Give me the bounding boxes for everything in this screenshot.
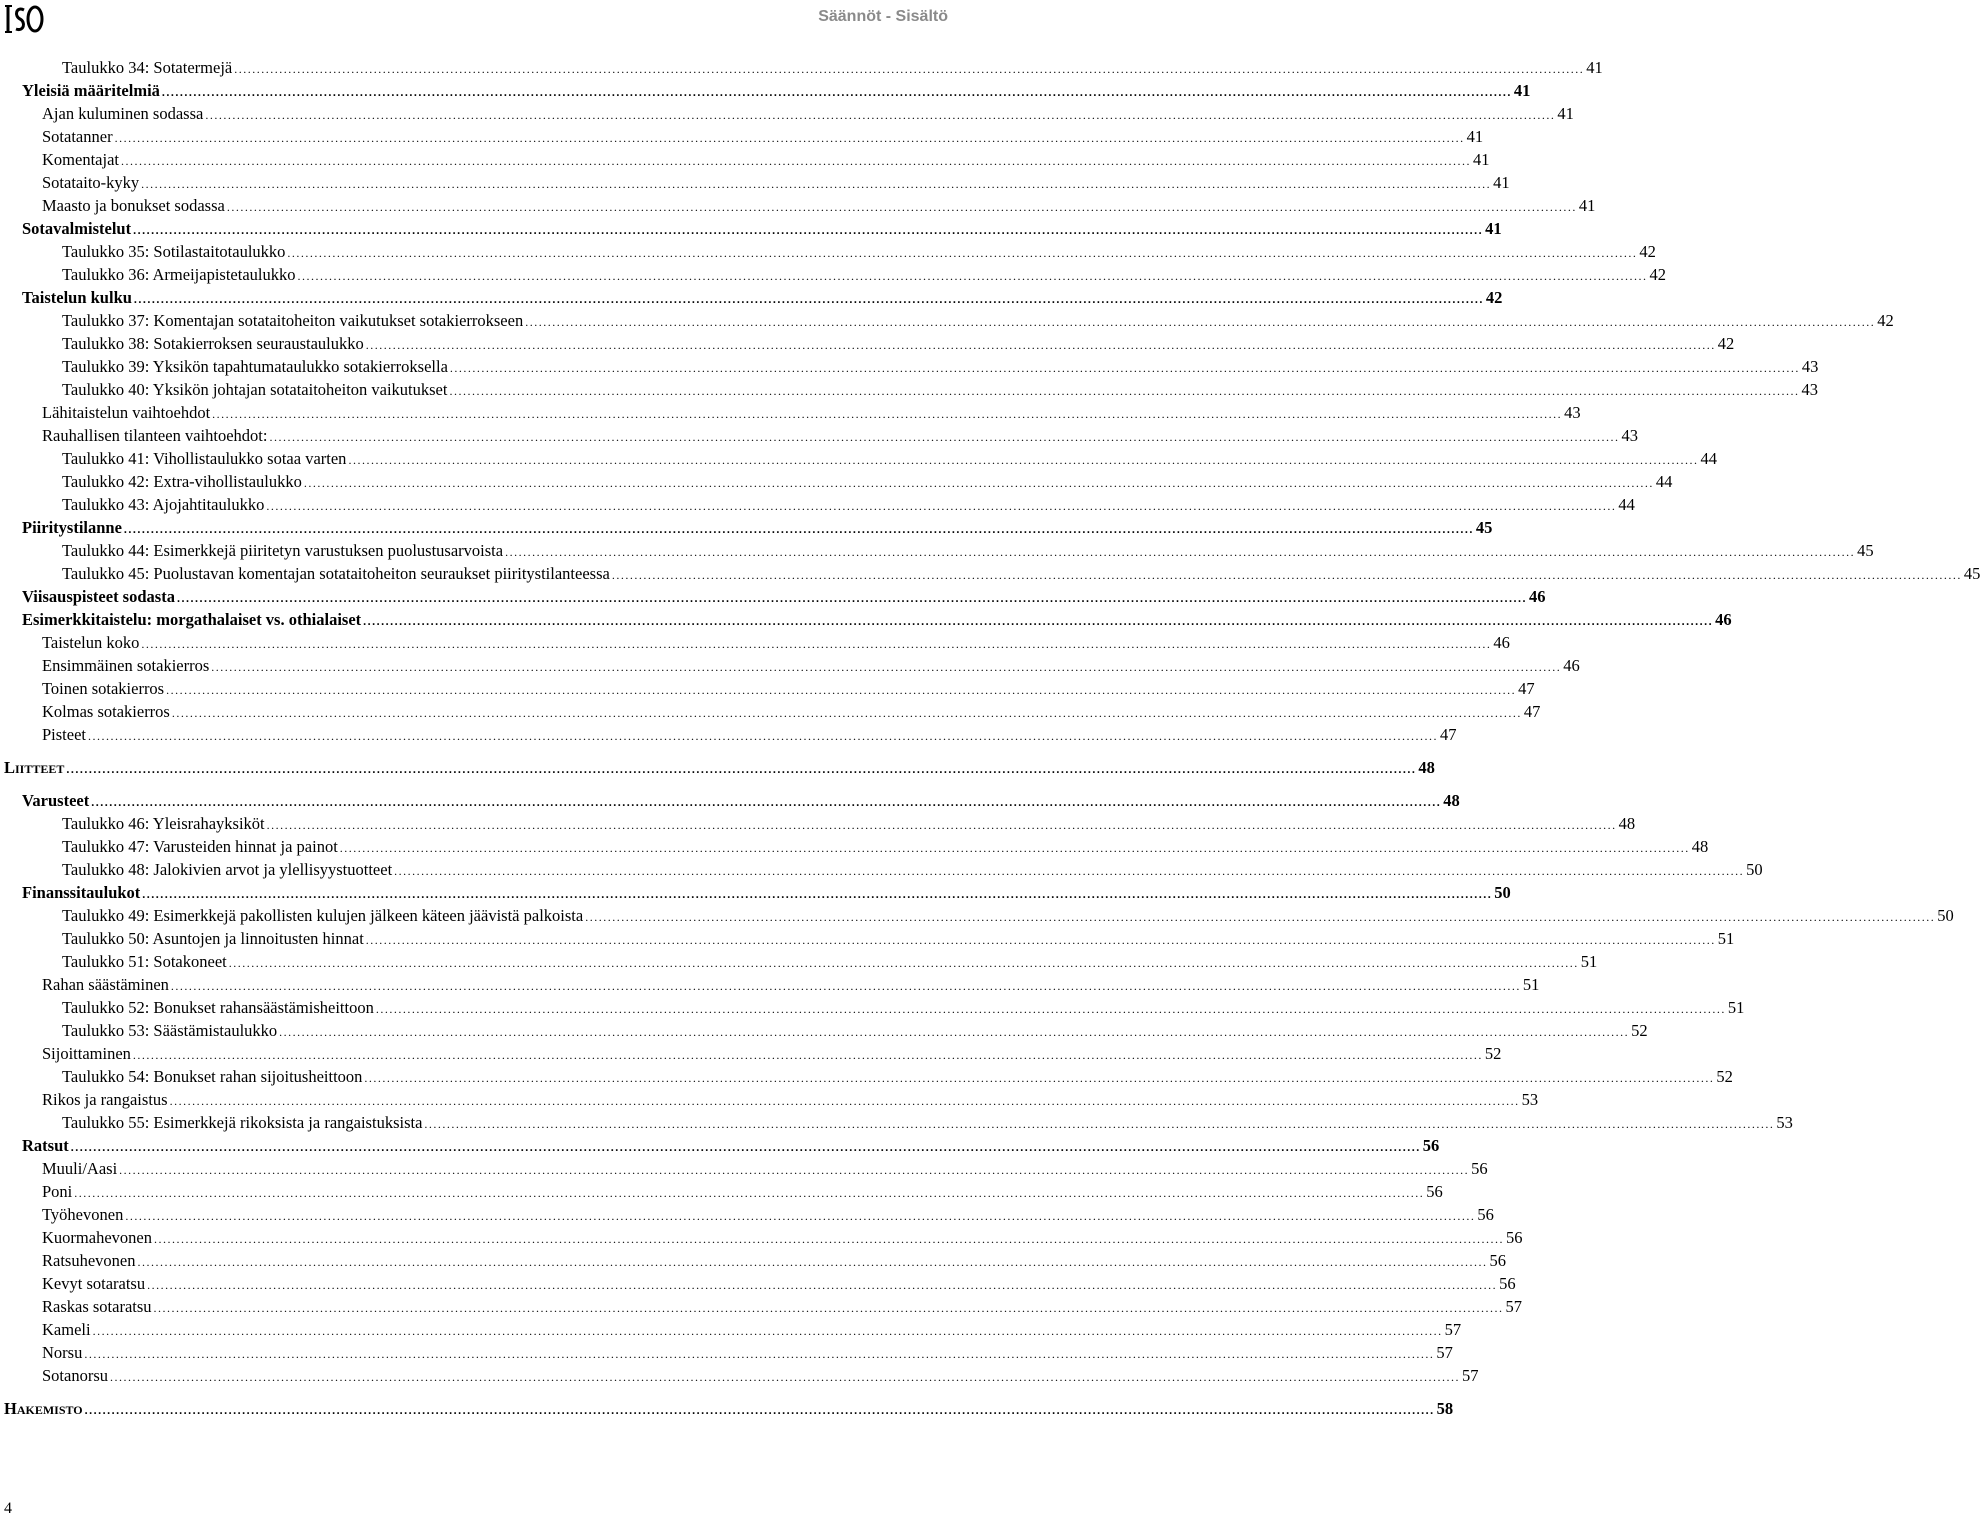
toc-entry-page: 50 (1937, 906, 1954, 925)
toc-entry-title: Taulukko 41: Vihollistaulukko sotaa varten (62, 449, 347, 468)
toc-leader-dots: ............................................................................................................................................................................................................................................................................................................ (123, 522, 1474, 536)
toc-entry-title: Hakemisto (4, 1399, 83, 1418)
toc-entry-page: 45 (1857, 541, 1874, 560)
toc-entry-title: Taulukko 36: Armeijapistetaulukko (62, 265, 296, 284)
toc-entry[interactable] (62, 355, 1819, 378)
toc-entry-title: Taulukko 49: Esimerkkejä pakollisten kulujen jälkeen käteen jäävistä palkoista (62, 906, 584, 925)
toc-entry-page: 52 (1484, 1044, 1502, 1063)
toc-entry-title: Kameli (42, 1320, 91, 1339)
toc-leader-dots: ............................................................................................................................................................................................................................................................................................................ (132, 1048, 1483, 1062)
toc-entry-title: Ensimmäinen sotakierros (42, 656, 210, 675)
toc-leader-dots: ............................................................................................................................................................................................................................................................................................................ (110, 1370, 1460, 1384)
toc-entry-page: 57 (1462, 1366, 1479, 1385)
toc-leader-dots: ............................................................................................................................................................................................................................................................................................................ (166, 683, 1517, 697)
toc-entry[interactable] (62, 950, 1598, 973)
toc-entry-page: 56 (1499, 1274, 1516, 1293)
toc-leader-dots: ............................................................................................................................................................................................................................................................................................................ (226, 200, 1577, 214)
toc-entry-title: Viisauspisteet sodasta (22, 587, 175, 606)
toc-entry[interactable] (62, 378, 1818, 401)
toc-entry-page: 44 (1618, 495, 1635, 514)
toc-entry[interactable] (62, 539, 1874, 562)
toc-entry[interactable] (62, 56, 1603, 79)
toc-leader-dots: ............................................................................................................................................................................................................................................................................................................ (133, 292, 1484, 306)
toc-entry-page: 43 (1801, 357, 1819, 376)
toc-entry[interactable] (62, 1111, 1793, 1134)
toc-entry[interactable] (62, 1019, 1648, 1042)
toc-entry-title: Raskas sotaratsu (42, 1297, 152, 1316)
toc-entry-page: 56 (1489, 1251, 1506, 1270)
toc-entry-title: Sijoittaminen (42, 1044, 131, 1063)
toc-entry-page: 41 (1466, 127, 1484, 146)
toc-entry-page: 45 (1963, 564, 1980, 583)
toc-leader-dots: ............................................................................................................................................................................................................................................................................................................ (70, 1140, 1421, 1154)
toc-leader-dots: ............................................................................................................................................................................................................................................................................................................ (212, 407, 1563, 421)
toc-entry-title: Komentajat (42, 150, 119, 169)
toc-entry-page: 42 (1717, 334, 1735, 353)
toc-leader-dots: ............................................................................................................................................................................................................................................................................................................ (266, 499, 1617, 513)
toc-entry-page: 44 (1700, 449, 1717, 468)
toc-leader-dots: ............................................................................................................................................................................................................................................................................................................ (269, 430, 1620, 444)
toc-entry[interactable] (22, 516, 1493, 539)
toc-entry-title: Lähitaistelun vaihtoehdot (42, 403, 211, 422)
toc-entry-title: Taulukko 34: Sotatermejä (62, 58, 233, 77)
toc-entry[interactable] (62, 858, 1763, 881)
toc-entry[interactable] (22, 79, 1531, 102)
toc-entry-title: Ajan kuluminen sodassa (42, 104, 204, 123)
toc-entry-page: 56 (1505, 1228, 1523, 1247)
toc-entry-title: Maasto ja bonukset sodassa (42, 196, 225, 215)
toc-leader-dots: ............................................................................................................................................................................................................................................................................................................ (88, 729, 1438, 743)
toc-entry-page: 52 (1631, 1021, 1648, 1040)
toc-entry-page: 52 (1716, 1067, 1733, 1086)
toc-leader-dots: ............................................................................................................................................................................................................................................................................................................ (234, 62, 1585, 76)
toc-leader-dots: ............................................................................................................................................................................................................................................................................................................ (303, 476, 1654, 490)
toc-entry-title: Taulukko 40: Yksikön johtajan sotataitoheiton vaikutukset (62, 380, 448, 399)
toc-entry-page: 41 (1578, 196, 1596, 215)
toc-entry-title: Ratsut (22, 1136, 69, 1155)
toc-entry[interactable] (42, 1249, 1506, 1272)
toc-entry-title: Sotataito-kyky (42, 173, 140, 192)
toc-entry[interactable] (42, 194, 1596, 217)
toc-leader-dots: ............................................................................................................................................................................................................................................................................................................ (365, 338, 1716, 352)
toc-leader-dots: ............................................................................................................................................................................................................................................................................................................ (120, 154, 1471, 168)
toc-entry-title: Kuormahevonen (42, 1228, 152, 1247)
toc-entry[interactable] (42, 631, 1510, 654)
toc-leader-dots: ............................................................................................................................................................................................................................................................................................................ (505, 545, 1856, 559)
toc-entry-page: 51 (1717, 929, 1735, 948)
toc-entry[interactable] (42, 1341, 1453, 1364)
toc-leader-dots: ............................................................................................................................................................................................................................................................................................................ (92, 1324, 1443, 1338)
toc-entry-title: Sotavalmistelut (22, 219, 132, 238)
toc-leader-dots: ............................................................................................................................................................................................................................................................................................................ (170, 979, 1521, 993)
toc-entry[interactable] (42, 654, 1580, 677)
toc-entry-page: 48 (1691, 837, 1709, 856)
toc-leader-dots: ............................................................................................................................................................................................................................................................................................................ (66, 762, 1417, 776)
toc-entry[interactable] (4, 756, 1435, 779)
toc-entry-title: Rahan säästäminen (42, 975, 169, 994)
toc-entry[interactable] (42, 1318, 1462, 1341)
toc-entry[interactable] (42, 1364, 1479, 1387)
toc-leader-dots: ............................................................................................................................................................................................................................................................................................................ (84, 1403, 1435, 1417)
toc-entry-title: Taulukko 39: Yksikön tapahtumataulukko sotakierroksella (62, 357, 448, 376)
toc-entry[interactable] (42, 1295, 1523, 1318)
toc-leader-dots: ............................................................................................................................................................................................................................................................................................................ (394, 864, 1745, 878)
toc-entry-page: 46 (1563, 656, 1580, 675)
toc-leader-dots: ............................................................................................................................................................................................................................................................................................................ (279, 1025, 1630, 1039)
toc-entry-page: 48 (1443, 791, 1460, 810)
toc-entry-title: Sotatanner (42, 127, 113, 146)
toc-entry-page: 57 (1505, 1297, 1523, 1316)
toc-entry-title: Muuli/Aasi (42, 1159, 118, 1178)
toc-entry[interactable] (42, 401, 1581, 424)
toc-entry-title: Finanssitaulukot (22, 883, 141, 902)
toc-entry-page: 41 (1586, 58, 1603, 77)
toc-entry[interactable] (42, 1180, 1443, 1203)
toc-entry-title: Kevyt sotaratsu (42, 1274, 146, 1293)
header-title: Säännöt - Sisältö (818, 8, 948, 25)
toc-entry[interactable] (22, 608, 1732, 631)
toc-leader-dots: ............................................................................................................................................................................................................................................................................................................ (205, 108, 1556, 122)
toc-entry-title: Työhevonen (42, 1205, 124, 1224)
toc-entry[interactable] (62, 812, 1636, 835)
toc-entry-page: 42 (1877, 311, 1894, 330)
toc-entry-page: 42 (1649, 265, 1666, 284)
toc-entry[interactable] (42, 125, 1484, 148)
toc-entry-page: 51 (1522, 975, 1540, 994)
toc-entry[interactable] (22, 789, 1460, 812)
toc-entry-title: Taulukko 47: Varusteiden hinnat ja painot (62, 837, 338, 856)
toc-leader-dots: ............................................................................................................................................................................................................................................................................................................ (211, 660, 1562, 674)
toc-leader-dots: ............................................................................................................................................................................................................................................................................................................ (585, 910, 1936, 924)
toc-entry-page: 46 (1715, 610, 1732, 629)
toc-entry[interactable] (4, 1397, 1454, 1420)
toc-entry[interactable] (62, 996, 1745, 1019)
toc-entry-title: Varusteet (22, 791, 90, 810)
toc-entry[interactable] (62, 562, 1980, 585)
toc-leader-dots: ............................................................................................................................................................................................................................................................................................................ (74, 1186, 1425, 1200)
toc-entry-title: Taulukko 53: Säästämistaulukko (62, 1021, 278, 1040)
toc-entry-title: Norsu (42, 1343, 83, 1362)
toc-leader-dots: ............................................................................................................................................................................................................................................................................................................ (611, 568, 1962, 582)
toc-entry[interactable] (22, 286, 1503, 309)
toc-entry[interactable] (62, 240, 1656, 263)
toc-leader-dots: ............................................................................................................................................................................................................................................................................................................ (375, 1002, 1726, 1016)
toc-entry-title: Kolmas sotakierros (42, 702, 170, 721)
toc-leader-dots: ............................................................................................................................................................................................................................................................................................................ (91, 795, 1442, 809)
toc-leader-dots: ............................................................................................................................................................................................................................................................................................................ (125, 1209, 1476, 1223)
toc-entry[interactable] (22, 881, 1511, 904)
toc-entry-title: Taulukko 38: Sotakierroksen seuraustaulukko (62, 334, 364, 353)
toc-entry[interactable] (42, 148, 1490, 171)
toc-entry-page: 56 (1422, 1136, 1440, 1155)
toc-entry[interactable] (42, 1157, 1488, 1180)
iso-logo (4, 2, 44, 36)
toc-entry[interactable] (42, 1272, 1516, 1295)
toc-entry-page: 42 (1639, 242, 1656, 261)
toc-entry-page: 50 (1746, 860, 1763, 879)
toc-entry-page: 45 (1475, 518, 1493, 537)
toc-entry[interactable] (42, 424, 1638, 447)
toc-leader-dots: ............................................................................................................................................................................................................................................................................................................ (348, 453, 1699, 467)
toc-entry-title: Taulukko 45: Puolustavan komentajan sotataitoheiton seuraukset piiritystilanteessa (62, 564, 610, 583)
toc-entry-page: 44 (1655, 472, 1673, 491)
toc-entry-title: Taulukko 54: Bonukset rahan sijoitusheittoon (62, 1067, 363, 1086)
toc-entry[interactable] (62, 1065, 1733, 1088)
toc-entry-title: Rikos ja rangaistus (42, 1090, 168, 1109)
toc-entry[interactable] (42, 1042, 1502, 1065)
toc-entry[interactable] (42, 171, 1510, 194)
toc-entry-title: Sotanorsu (42, 1366, 108, 1385)
toc-entry-page: 57 (1436, 1343, 1453, 1362)
toc-entry-page: 41 (1557, 104, 1574, 123)
toc-leader-dots: ............................................................................................................................................................................................................................................................................................................ (449, 384, 1800, 398)
toc-leader-dots: ............................................................................................................................................................................................................................................................................................................ (171, 706, 1522, 720)
toc-entry[interactable] (62, 493, 1635, 516)
toc-entry[interactable] (62, 447, 1717, 470)
toc-entry-page: 48 (1618, 814, 1636, 833)
toc-entry-page: 47 (1518, 679, 1535, 698)
toc-leader-dots: ............................................................................................................................................................................................................................................................................................................ (141, 637, 1492, 651)
toc-entry[interactable] (62, 904, 1954, 927)
toc-leader-dots: ............................................................................................................................................................................................................................................................................................................ (297, 269, 1648, 283)
toc-entry[interactable] (62, 263, 1666, 286)
toc-entry[interactable] (22, 217, 1502, 240)
toc-leader-dots: ............................................................................................................................................................................................................................................................................................................ (147, 1278, 1498, 1292)
toc-entry-title: Taulukko 50: Asuntojen ja linnoitusten hinnat (62, 929, 364, 948)
toc-entry-title: Taulukko 48: Jalokivien arvot ja ylellisyystuotteet (62, 860, 393, 879)
toc-entry[interactable] (42, 973, 1540, 996)
toc-entry-title: Taulukko 42: Extra-vihollistaulukko (62, 472, 302, 491)
toc-leader-dots: ............................................................................................................................................................................................................................................................................................................ (169, 1094, 1520, 1108)
toc-leader-dots: ............................................................................................................................................................................................................................................................................................................ (161, 85, 1512, 99)
toc-entry-title: Taulukko 44: Esimerkkejä piiritetyn varustuksen puolustusarvoista (62, 541, 504, 560)
toc-entry-title: Taulukko 46: Yleisrahayksiköt (62, 814, 265, 833)
toc-entry-title: Taulukko 35: Sotilastaitotaulukko (62, 242, 286, 261)
toc-entry-title: Rauhallisen tilanteen vaihtoehdot: (42, 426, 268, 445)
toc-entry-page: 43 (1564, 403, 1581, 422)
toc-leader-dots: ............................................................................................................................................................................................................................................................................................................ (365, 933, 1716, 947)
toc-entry[interactable] (62, 332, 1735, 355)
toc-leader-dots: ............................................................................................................................................................................................................................................................................................................ (142, 887, 1493, 901)
toc-entry[interactable] (42, 1226, 1523, 1249)
toc-entry-page: 56 (1426, 1182, 1443, 1201)
toc-leader-dots: ............................................................................................................................................................................................................................................................................................................ (153, 1301, 1504, 1315)
toc-entry[interactable] (42, 677, 1535, 700)
toc-leader-dots: ............................................................................................................................................................................................................................................................................................................ (424, 1117, 1775, 1131)
toc-leader-dots: ............................................................................................................................................................................................................................................................................................................ (525, 315, 1876, 329)
toc-entry-title: Taistelun koko (42, 633, 140, 652)
toc-leader-dots: ............................................................................................................................................................................................................................................................................................................ (228, 956, 1579, 970)
toc-entry-title: Taistelun kulku (22, 288, 132, 307)
toc-entry-page: 56 (1477, 1205, 1494, 1224)
toc-entry[interactable] (62, 309, 1894, 332)
toc-entry-page: 53 (1776, 1113, 1793, 1132)
toc-entry-title: Yleisiä määritelmiä (22, 81, 160, 100)
toc-leader-dots: ............................................................................................................................................................................................................................................................................................................ (287, 246, 1638, 260)
toc-entry-page: 57 (1444, 1320, 1462, 1339)
toc-leader-dots: ............................................................................................................................................................................................................................................................................................................ (449, 361, 1800, 375)
toc-entry[interactable] (42, 700, 1541, 723)
toc-entry-page: 47 (1440, 725, 1457, 744)
toc-entry-page: 42 (1485, 288, 1503, 307)
toc-entry[interactable] (22, 585, 1546, 608)
toc-entry-page: 56 (1471, 1159, 1488, 1178)
toc-entry-title: Taulukko 51: Sotakoneet (62, 952, 227, 971)
toc-entry-page: 58 (1436, 1399, 1454, 1418)
toc-entry-title: Toinen sotakierros (42, 679, 165, 698)
toc-entry-page: 51 (1580, 952, 1598, 971)
toc-leader-dots: ............................................................................................................................................................................................................................................................................................................ (266, 818, 1617, 832)
toc-leader-dots: ............................................................................................................................................................................................................................................................................................................ (141, 177, 1492, 191)
toc-entry-page: 51 (1727, 998, 1745, 1017)
toc-leader-dots: ............................................................................................................................................................................................................................................................................................................ (176, 591, 1527, 605)
toc-entry-page: 48 (1418, 758, 1435, 777)
toc-entry[interactable] (42, 1203, 1494, 1226)
toc-entry-title: Ratsuhevonen (42, 1251, 136, 1270)
toc-entry-title: Taulukko 55: Esimerkkejä rikoksista ja rangaistuksista (62, 1113, 423, 1132)
toc-entry[interactable] (62, 470, 1673, 493)
toc-entry-page: 46 (1493, 633, 1510, 652)
toc-entry-title: Liitteet (4, 758, 65, 777)
toc-entry[interactable] (42, 723, 1457, 746)
page-number: 4 (4, 1500, 12, 1517)
toc-entry[interactable] (42, 102, 1574, 125)
toc-entry-title: Taulukko 37: Komentajan sotataitoheiton vaikutukset sotakierrokseen (62, 311, 524, 330)
toc-entry-title: Taulukko 43: Ajojahtitaulukko (62, 495, 265, 514)
toc-entry-page: 41 (1472, 150, 1490, 169)
toc-entry-page: 43 (1801, 380, 1818, 399)
toc-leader-dots: ............................................................................................................................................................................................................................................................................................................ (114, 131, 1465, 145)
toc-entry-title: Esimerkkitaistelu: morgathalaiset vs. othialaiset (22, 610, 362, 629)
toc-entry-title: Piiritystilanne (22, 518, 122, 537)
toc-entry[interactable] (22, 1134, 1440, 1157)
toc-entry[interactable] (62, 835, 1709, 858)
toc-leader-dots: ............................................................................................................................................................................................................................................................................................................ (339, 841, 1690, 855)
toc-entry[interactable] (42, 1088, 1539, 1111)
toc-entry-title: Taulukko 52: Bonukset rahansäästämisheittoon (62, 998, 374, 1017)
toc-entry-page: 53 (1521, 1090, 1539, 1109)
toc-leader-dots: ............................................................................................................................................................................................................................................................................................................ (363, 614, 1714, 628)
toc-entry-page: 46 (1528, 587, 1546, 606)
toc-entry-page: 41 (1493, 173, 1510, 192)
toc-leader-dots: ............................................................................................................................................................................................................................................................................................................ (133, 223, 1484, 237)
toc-entry[interactable] (62, 927, 1735, 950)
toc-leader-dots: ............................................................................................................................................................................................................................................................................................................ (137, 1255, 1488, 1269)
toc-leader-dots: ............................................................................................................................................................................................................................................................................................................ (364, 1071, 1715, 1085)
toc-entry-page: 43 (1621, 426, 1638, 445)
toc-leader-dots: ............................................................................................................................................................................................................................................................................................................ (153, 1232, 1504, 1246)
toc-entry-title: Pisteet (42, 725, 86, 744)
toc-entry-title: Poni (42, 1182, 73, 1201)
toc-entry-page: 50 (1494, 883, 1511, 902)
toc-entry-page: 47 (1523, 702, 1541, 721)
toc-entry-page: 41 (1485, 219, 1502, 238)
toc-leader-dots: ............................................................................................................................................................................................................................................................................................................ (84, 1347, 1435, 1361)
toc-entry-page: 41 (1513, 81, 1531, 100)
toc-leader-dots: ............................................................................................................................................................................................................................................................................................................ (119, 1163, 1470, 1177)
